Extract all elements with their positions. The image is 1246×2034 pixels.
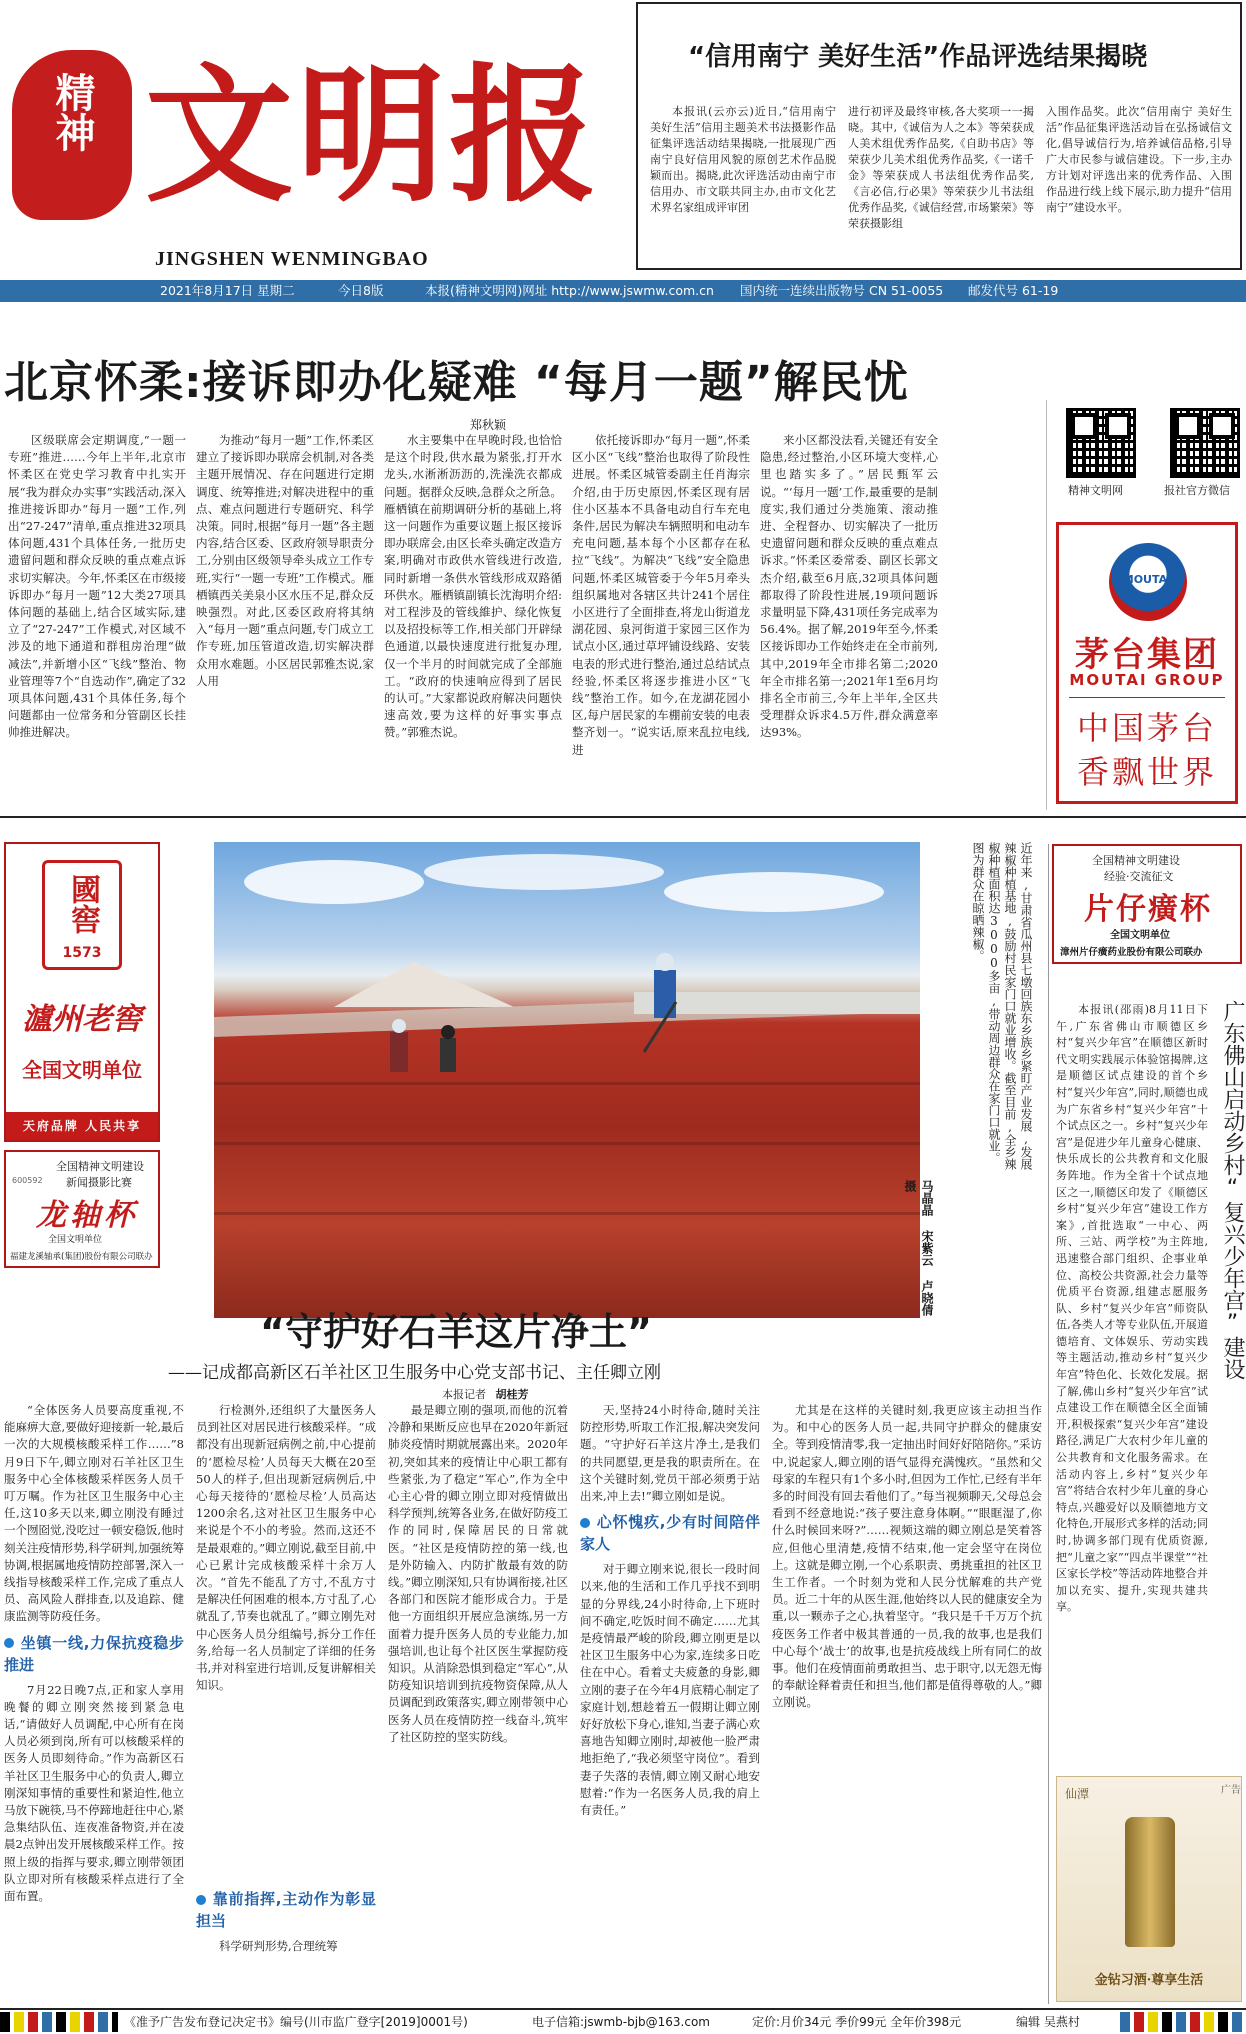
longzhaobei-header-1: 全国精神文明建设 xyxy=(56,1160,144,1173)
feature-col-1a: “全体医务人员要高度重视,不能麻痹大意,要做好迎接新一轮,最后一次的大规模核酸采样工作……”8月9日下午,卿立刚对石羊社区卫生服务中心全体核酸采样医务人员千叮万嘱。作为社区卫生服务中心主任,这10多天以来,卿立刚没有睡过一个囫囵觉,没吃过一顿安稳饭,他时刻关注疫情形势,科学研判,加强统筹协调,根据属地疫情防控部署,深入一线指导核酸采样工作,完成了重点人员、高风险人群排查,以及追踪、健康监测等防疫任务。 xyxy=(4,1403,184,1624)
feature-title: “守护好石羊这片净土” xyxy=(260,1310,652,1354)
info-post: 邮发代号 61-19 xyxy=(968,283,1059,298)
guojiao-seal xyxy=(42,860,122,970)
bullet-icon xyxy=(196,1895,206,1905)
moutai-ad xyxy=(1056,522,1238,804)
section-rule xyxy=(0,816,1246,818)
masthead-logo-small: 精神 xyxy=(49,72,96,152)
qr-label-1: 精神文明网 xyxy=(1068,484,1123,497)
feature-subhead-1 xyxy=(4,1632,184,1676)
side-story-title: 广东佛山启动乡村“复兴少年宫”建设 xyxy=(1220,1000,1245,1380)
longzhaobei-brand: 龙轴杯 xyxy=(36,1198,138,1233)
feature-col-2a: 行检测外,还组织了大量医务人员到社区对居民进行核酸采样。“成都没有出现新冠病例之前,中心提前的‘愿检尽检’人员每天大概在20至50人的样子,但出现新冠病例后,中心每天接待的‘愿检尽检’人员高达1200余名,这对社区卫生服务中心来说是个不小的考验。然而,这还不是最艰难的。”卿立刚说,截至目前,中心已累计完成核酸采样十余万人次。“首先不能乱了方寸,不乱方寸是解决任何困难的根本,方寸乱了,心就乱了,节奏也就乱了。”卿立刚先对中心医务人员分组编号,拆分工作任务,给每一名人员制定了详细的任务书,并对科室进行培训,反复讲解相关知识。 xyxy=(196,1403,376,1693)
xijiu-bottle-icon xyxy=(1125,1817,1175,1947)
longzhaobei-code: 600592 xyxy=(12,1176,43,1185)
feature-subhead-2 xyxy=(196,1888,376,1932)
feature-col-2b: 科学研判形势,合理统筹 xyxy=(219,1939,338,1953)
feature-subhead-1-text: 坐镇一线,力保抗疫稳步推进 xyxy=(4,1633,184,1674)
footer-email: 电子信箱:jswmb-bjb@163.com xyxy=(532,2015,710,2029)
moutai-slogan-1: 中国茅台 xyxy=(1076,709,1217,747)
byline-label: 本报记者 xyxy=(442,1388,486,1401)
longzhaobei-header-2: 新闻摄影比赛 xyxy=(66,1176,132,1189)
qr-code-wechat xyxy=(1170,408,1240,478)
pianzaihuang-unit: 全国文明单位 xyxy=(1110,930,1170,941)
footer-price: 定价:月价34元 季价99元 全年价398元 xyxy=(752,2015,962,2029)
feature-col-4a: 天,坚持24小时待命,随时关注防控形势,听取工作汇报,解决突发问题。“守护好石羊这片净土,是我们的共同愿望,更是我的职责所在。在这个关键时刻,党员干部必须勇于站出来,冲上去!”卿立刚如是说。 xyxy=(580,1403,760,1504)
feature-byline xyxy=(442,1386,529,1402)
xijiu-ad xyxy=(1056,1776,1242,2002)
moutai-name-en: MOUTAI GROUP xyxy=(1069,671,1225,689)
main-col-1-text: 区级联席会定期调度,“一题一专班”推进……今年上半年,北京市怀柔区在党史学习教育中扎实开展“我为群众办实事”实践活动,深入推进接诉即办“每月一题”工作,列出“27-247”清单,重点推进32项具体问题,431个具体任务,一批历史遗留问题和群众反映的重点难点诉求切实解决。今年,怀柔区在市级接诉即办“每月一题”12大类27项具体问题的基础上,结合区域实际,建立了“27-247”工作模式,对区域不涉及的地下通道和群租房治理“做减法”,并新增小区“飞线”整治、物业管理等7个“自选动作”,确定了32项具体问题,431个具体任务,每个问题都由一位常务和分管副区长挂帅推进解决。 xyxy=(8,433,186,740)
info-pages: 今日8版 xyxy=(338,283,384,298)
main-col-1 xyxy=(8,432,186,802)
guojiao-footer: 天府品牌 人民共享 xyxy=(6,1112,158,1140)
main-story-author: 郑秋颖 xyxy=(470,418,507,432)
bullet-icon xyxy=(580,1518,590,1528)
masthead-pinyin: JINGSHEN WENMINGBAO xyxy=(155,248,429,270)
top-story-col2: 进行初评及最终审核,各大奖项一一揭晓。其中,《诚信为人之本》等荣获成人美术组优秀作品奖,《自助书店》等荣获少儿美术组优秀作品奖,《一诺千金》等荣获成人书法组优秀作品奖,《言必信,行必果》等荣获少儿书法组优秀作品奖,《诚信经营,市场繁荣》等荣获摄影组 xyxy=(848,105,1034,230)
feature-col-2 xyxy=(196,1402,376,2000)
info-date: 2021年8月17日 星期二 xyxy=(160,283,295,298)
feature-subhead-2-text: 靠前指挥,主动作为彰显担当 xyxy=(196,1890,376,1930)
info-website: 本报(精神文明网)网址 http://www.jswmw.com.cn xyxy=(425,283,714,298)
feature-col-5 xyxy=(772,1402,1042,2000)
qr-code-jswmw xyxy=(1066,408,1136,478)
moutai-slogan-2: 香飘世界 xyxy=(1076,753,1217,791)
xijiu-slogan: 金钻习酒·尊享生活 xyxy=(1094,1973,1204,1988)
guojiao-year: 1573 xyxy=(62,945,102,961)
color-bar-right xyxy=(1120,2012,1246,2032)
longzhaobei-unit: 全国文明单位 xyxy=(48,1235,103,1245)
footer xyxy=(0,2012,1246,2034)
main-story-title: 北京怀柔:接诉即办化疑难 “每月一题”解民忧 xyxy=(4,357,909,408)
feature-col-1 xyxy=(4,1402,184,2000)
color-bar-left xyxy=(0,2012,118,2032)
info-bar xyxy=(0,280,1246,302)
main-col-4 xyxy=(572,432,750,802)
masthead-logo: 文明报 xyxy=(145,48,601,222)
feature-col-3 xyxy=(388,1402,568,2000)
column-divider xyxy=(1048,844,1049,2004)
chili-photo xyxy=(214,842,920,1318)
main-col-2 xyxy=(196,432,374,802)
top-story xyxy=(636,2,1242,270)
side-story-text: 本报讯(邵雨)8月11日下午,广东省佛山市顺德区乡村“复兴少年宫”在顺德区新时代文明实践展示体验馆揭牌,这是顺德区试点建设的首个乡村“复兴少年宫”,同时,顺德也成为广东省乡村“复兴少年宫”十个试点区之一。乡村“复兴少年宫”是促进少年儿童身心健康、快乐成长的公共教育和文化服务阵地。作为全省十个试点地区之一,顺德区印发了《顺德区乡村“复兴少年宫”建设工作方案》,首批选取“一中心、两所、三站、两学校”为主阵地,迅速整合部门组织、企事业单位、高校公共资源,社会力量等优质平台资源,组建志愿服务队、乡村“复兴少年宫”师资队伍,各类人才等专业队伍,开展道德培育、文体娱乐、劳动实践等主题活动,推动乡村“复兴少年宫”特色化、长效化发展。据了解,佛山乡村“复兴少年宫”试点建设工作在顺德全区全面铺开,积极探索“复兴少年宫”建设路径,满足广大农村少年儿童的公共教育和文化服务需求。在活动内容上,乡村“复兴少年宫”将结合农村少年儿童的身心特点,兴趣爱好以及顺德地方文化特色,开展形式多样的活动;同时,协调多部门现有优质资源,把“儿童之家”“四点半课堂”“社区家长学校”等活动阵地整合并加以充实、提升,实现共建共享。 xyxy=(1056,1003,1208,1614)
feature-subhead-3 xyxy=(580,1511,760,1555)
main-col-2-text: 为推动“每月一题”工作,怀柔区建立了接诉即办联席会机制,对各类主题开展情况、存在问题进行定期调度、统筹推进;对解决进程中的重点、难点问题进行专题研究、科学决策。同时,根据“每月一题”各主题内容,结合区委、区政府领导职责分工,分别由区级领导牵头成立工作专班,实行“一题一专班”工作模式。雁栖镇西关美泉小区水压不足,群众反映强烈。对此,区委区政府将其纳入“每月一题”重点问题,专门成立工作专班,加压管道改造,切实解决群众用水难题。小区居民郭雅杰说,家人用 xyxy=(196,433,374,688)
top-story-col3: 入围作品奖。此次“信用南宁 美好生活”作品征集评选活动旨在弘扬诚信文化,倡导诚信行为,培养诚信品格,引导广大市民参与诚信建设。下一步,主办方计划对评选出来的优秀作品、入围作品进行线上线下展示,助力提升“信用南宁”建设水平。 xyxy=(1046,105,1232,214)
masthead xyxy=(0,0,630,278)
photo-credit: 马晶晶 宋紫云 卢晓倩 摄 xyxy=(903,1180,934,1316)
main-col-3-text: 水主要集中在早晚时段,也恰恰是这个时段,供水最为紧张,打开水龙头,水淅淅沥沥的,洗澡洗衣都成问题。据群众反映,急群众之所急。雁栖镇在前期调研分析的基础上,将这一问题作为重要议题上报区接诉即办联席会,由区长牵头确定改造方案,明确对市政供水管线进行改造,同时新增一条供水管线形成双路循环供水。雁栖镇副镇长沈海明介绍:对工程涉及的管线維护、绿化恢复以及招投标等工作,相关部门开辟绿色通道,以最快速度进行批复办理,仅一个半月的时间就完成了全部施工。“政府的快速响应得到了居民的认可。”大家都说政府解决问题快速高效,要为这样的好事实事点赞。”郭雅杰说。 xyxy=(384,433,562,740)
bullet-icon xyxy=(4,1638,14,1648)
xijiu-ad-label: 广告 xyxy=(1221,1785,1241,1796)
feature-col-3-text: 最是卿立刚的强项,而他的沉着冷静和果断反应也早在2020年新冠肺炎疫情时期就展露出来。2020年初,突如其来的疫情让中心职工都有些紧张,为了稳定“军心”,作为全中心主心骨的卿立刚立即对疫情做出科学预判,统筹各业务,在做好防疫工作的同时,保障居民的日常就医。“社区是疫情防控的第一线,也是外防输入、内防扩散最有效的防线。”卿立刚深知,只有协调衔接,社区各部门和医院才能形成合力。于是他一方面组织开展应急演练,另一方面着力提升医务人员的专业能力,加强培训,也让每个社区医生掌握防疫知识。从消除恐惧到稳定“军心”,从防疫知识培训到抗疫物资保障,从人员调配到政策落实,卿立刚带领中心医务人员在疫情防控一线奋斗,筑牢了社区防控的坚实防线。 xyxy=(388,1403,568,1744)
divider xyxy=(1046,400,1047,810)
top-story-col1: 本报讯(云亦云)近日,“信用南宁 美好生活”信用主题美术书法摄影作品征集评选活动结果揭晓,一批展现广西南宁良好信用风貌的原创艺术作品脱颖而出。揭晓,此次评选活动由南宁市信用办、市文联共同主办,由市文化艺术界名家组成评审团 xyxy=(650,105,836,214)
byline-name: 胡桂芳 xyxy=(495,1388,529,1401)
footer-notice: 《准予广告发布登记决定书》编号(川市监广登字[2019]0001号) xyxy=(124,2015,468,2029)
longzhaobei-company: 福建龙溪轴承(集团)股份有限公司联办 xyxy=(10,1252,153,1262)
guojiao-brand: 瀘州老窖 xyxy=(22,1002,142,1037)
moutai-divider xyxy=(1069,697,1225,698)
feature-subhead-3-text: 心怀愧疚,少有时间陪伴家人 xyxy=(580,1513,760,1554)
xijiu-brand: 仙潭 xyxy=(1065,1787,1090,1801)
moutai-name: 茅台集团 xyxy=(1075,635,1219,675)
feature-col-5-text: 尤其是在这样的关键时刻,我更应该主动担当作为。和中心的医务人员一起,共同守护群众的健康安全。等到疫情清零,我一定抽出时间好好陪陪你。”采访中,说起家人,卿立刚的语气显得充满愧疚。“虽然和父母家的车程只有1个多小时,但因为工作忙,已经有半年多的时间没有回去看他们了。”每当视频聊天,父母总会看到不经意地说:“孩子要注意身体啊。”“眼眶湿了,你什么时候回来呀?”……视频这端的卿立刚总是笑着答应,但他心里清楚,疫情不结束,他一定会坚守在岗位上。这就是卿立刚,一个心系职责、勇挑重担的社区卫生工作者。一个时刻为党和人民分忧解难的共产党员。近二十年的从医生涯,他始终以人民的健康安全为重,以一颗赤子之心,执着坚守。“我只是千千万万个抗疫医务工作者中极其普通的一员,我的故事,也是我们中心每个‘战士’的故事,也是抗疫战线上所有同仁的故事。他们在疫情面前勇敢担当、忠于职守,以无怨无悔的奉献诠释着责任和担当,他们都是值得尊敬的人。”卿立刚说。 xyxy=(772,1403,1042,1710)
qr-label-2: 报社官方微信 xyxy=(1164,484,1230,497)
feature-subtitle: ——记成都高新区石羊社区卫生服务中心党支部书记、主任卿立刚 xyxy=(168,1363,661,1383)
pianzaihuang-header-1: 全国精神文明建设 xyxy=(1092,854,1180,867)
longzhaobei-ad xyxy=(4,1150,160,1268)
guojiao-seal-text: 國窖 xyxy=(65,874,100,934)
main-col-5 xyxy=(760,432,938,802)
top-story-title: “信用南宁 美好生活”作品评选结果揭晓 xyxy=(688,42,1148,72)
pianzaihuang-ad xyxy=(1052,844,1242,964)
photo-caption: 近年来,甘肃省瓜州县七墩回族东乡族乡紧盯产业发展,发展辣椒种植基地,鼓励村民家门口就业增收。截至目前,全乡辣椒种植面积达3000多亩,带动周边群众在家门口就业。图为群众在晾晒辣椒。 xyxy=(971,842,1033,1170)
side-story xyxy=(1056,1002,1208,1762)
moutai-logo-text: MOUTAI xyxy=(1122,573,1172,586)
main-col-5-text: 来小区都没法看,关键还有安全隐患,经过整治,小区环境大变样,心里也踏实多了。”居民甄军云说。“‘每月一题’工作,最重要的是制度实,我们通过分类施策、滚动推进、全程督办、切实解决了一批历史遗留问题和群众反映的重点难点诉求。”怀柔区委常委、副区长郭文杰介绍,截至6月底,32项具体问题都取得了阶段性进展,19项问题诉求量明显下降,431项任务完成率为56.4%。据了解,2019年至今,怀柔区接诉即办工作始终走在全市前列,其中,2019年全市排名第二;2020年全市排名第一;2021年1至6月均排名全市前三,今年上半年,全区共受理群众诉求4.5万件,群众满意率达93%。 xyxy=(760,433,938,740)
masthead-seal xyxy=(12,50,132,220)
pianzaihuang-brand: 片仔癀杯 xyxy=(1084,892,1212,927)
footer-editor: 编辑 吴燕村 xyxy=(1016,2015,1080,2029)
main-col-4-text: 依托接诉即办“每月一题”,怀柔区小区“飞线”整治也取得了阶段性进展。怀柔区城管委副主任肖海宗介绍,由于历史原因,怀柔区现有居住小区基本不具备电动自行车充电条件,居民为解决车辆照明和电动车充电问题,基本每个小区都存在私拉“飞线”。为解决“飞线”安全隐患问题,怀柔区城管委于今年5月牵头组织属地对各辖区共计241个居住小区进行了全面排查,将龙山街道龙湖花园、泉河街道于家园三区作为试点小区,通过草坪铺设线路、安装电表的形式进行整治,通过总结试点经验,怀柔区将逐步推进小区“飞线”整治工作。如今,在龙湖花园小区,每户居民家的车棚前安装的电表整齐划一。“说实话,原来乱拉电线,进 xyxy=(572,433,750,757)
pianzaihuang-company: 漳州片仔癀药业股份有限公司联办 xyxy=(1060,947,1203,958)
feature-col-4b: 对于卿立刚来说,很长一段时间以来,他的生活和工作几乎找不到明显的分界线,24小时待命,上下班时间不确定,吃饭时间不确定……尤其是疫情最严峻的阶段,卿立刚更是以社区卫生服务中心为家,连续多日吃住在中心。看着丈夫疲惫的身影,卿立刚的妻子在今年4月底精心制定了家庭计划,想趁着五一假期让卿立刚好好放松下身心,谁知,当妻子满心欢喜地告知卿立刚时,却被他一脸严肃地拒绝了,“我必须坚守岗位”。看到妻子失落的表情,卿立刚又耐心地安慰着:“作为一名医务人员,我的肩上有责任。” xyxy=(580,1562,760,1818)
main-col-3 xyxy=(384,432,562,802)
feature-col-4 xyxy=(580,1402,760,2000)
info-cn: 国内统一连续出版物号 CN 51-0055 xyxy=(740,283,944,298)
guojiao-ad xyxy=(4,842,160,1142)
feature-col-1b: 7月22日晚7点,正和家人享用晚餐的卿立刚突然接到紧急电话,“请做好人员调配,中心所有在岗人员必须到岗,所有可以核酸采样的医务人员即刻待命。”作为高新区石羊社区卫生服务中心的负责人,卿立刚深知事情的重要性和紧迫性,他立马放下碗筷,马不停蹄地赶往中心,紧急集结队伍、连夜准备物资,并在凌晨2点钟出发开展核酸采样工作。按照上级的指挥与要求,卿立刚带领团队立即对所有核酸采样点进行了全面布置。 xyxy=(4,1682,184,1904)
footer-rule xyxy=(0,2008,1246,2010)
guojiao-unit: 全国文明单位 xyxy=(22,1058,142,1082)
chili-photo-scene xyxy=(214,842,920,1318)
pianzaihuang-header-2: 经验·交流征文 xyxy=(1104,870,1174,883)
